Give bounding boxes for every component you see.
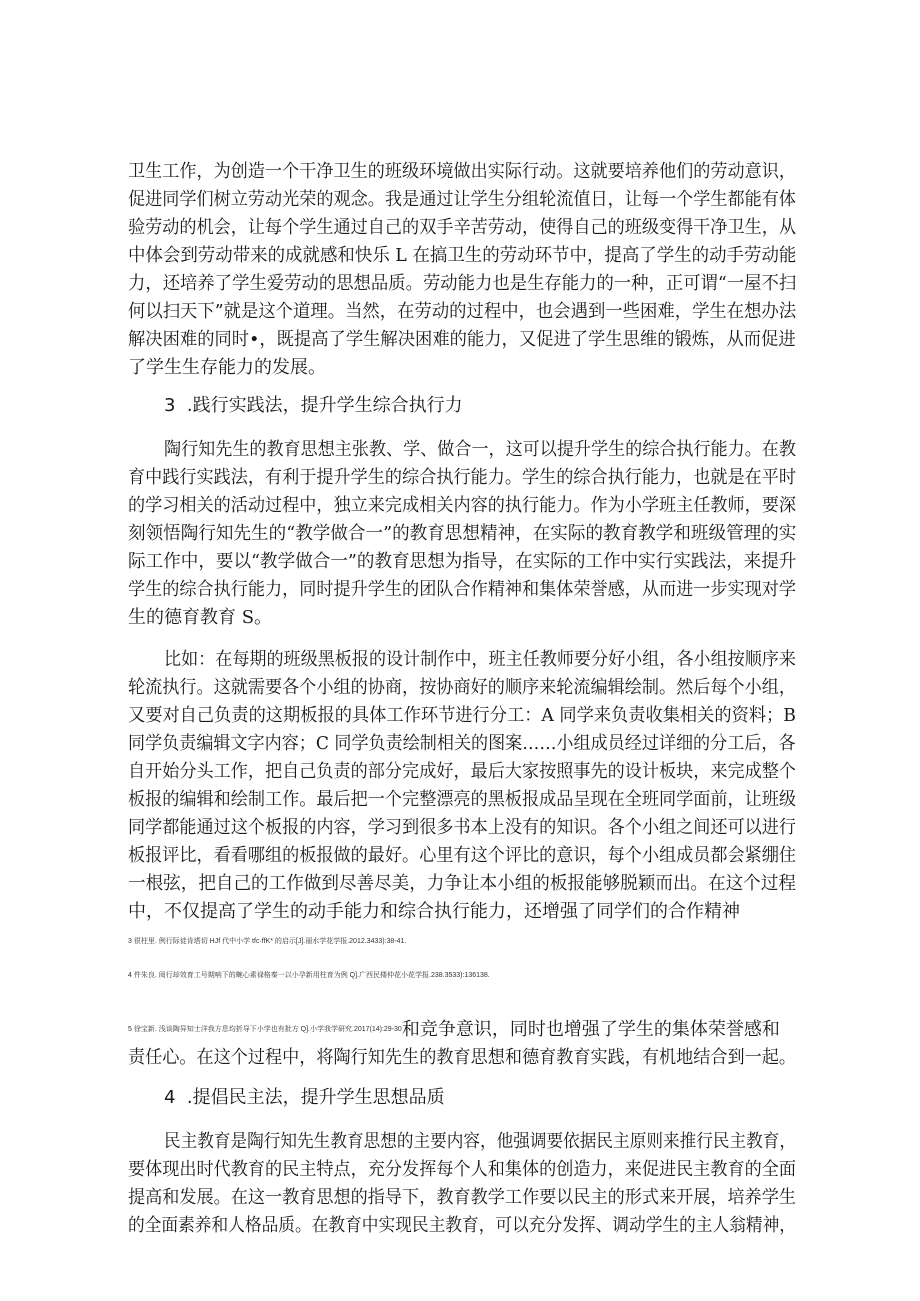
text-continuation: 和竞争意识，同时也增强了学生的集体荣誉感和	[401, 1019, 780, 1040]
text-line: 提高和发展。在这一教育思想的指导下，教育教学工作要以民主的形式来开展，培养学生	[128, 1187, 797, 1208]
text-line: 际工作中，要以“教学做合一”的教育思想为指导，在实际的工作中实行实践法，来提升	[128, 551, 797, 572]
text-line: 何以扫天下”就是这个道理。当然，在劳动的过程中，也会遇到一些困难，学生在想办法	[128, 301, 797, 322]
footnote-5: 5 徐宝新. 浅谈陶异知士洋我方息均折导下小学也有批方 Q].小学我学研究.2017(14):29-30	[128, 1026, 402, 1033]
text-line: 比如：在每期的班级黑板报的设计制作中，班主任教师要分好小组，各小组按顺序来	[164, 649, 796, 670]
text-line: 学生的综合执行能力，同时提升学生的团队合作精神和集体荣誉感，从而进一步实现对学	[128, 579, 797, 600]
text-line: 刻领悟陶行知先生的“教学做合一”的教育思想精神，在实际的教育教学和班级管理的实	[128, 523, 797, 544]
text-line: 轮流执行。这就需要各个小组的协商，按协商好的顺序来轮流编辑绘制。然后每个小组，	[128, 677, 797, 698]
text-line: 板报的编辑和绘制工作。最后把一个完整漂亮的黑板报成品呈现在全班同学面前，让班级	[128, 789, 797, 810]
text-line: 板报评比，看看哪组的板报做的最好。心里有这个评比的意识，每个小组成员都会紧绷住	[128, 845, 797, 866]
text-line: 了学生生存能力的发展。	[128, 357, 326, 378]
text-line: 同学负责编辑文字内容；C 同学负责绘制相关的图案……小组成员经过详细的分工后，各	[128, 733, 796, 754]
section-heading-4: 4 .提倡民主法，提升学生思想品质	[164, 1087, 445, 1108]
text-line: 卫生工作，为创造一个干净卫生的班级环境做出实际行动。这就要培养他们的劳动意识，	[128, 161, 797, 182]
text-line: 要体现出时代教育的民主特点，充分发挥每个人和集体的创造力，来促进民主教育的全面	[128, 1159, 797, 1180]
text-line: 促进同学们树立劳动光荣的观念。我是通过让学生分组轮流值日，让每一个学生都能有体	[128, 189, 797, 210]
text-line: 自开始分头工作，把自己负责的部分完成好，最后大家按照事先的设计板块，来完成整个	[128, 761, 797, 782]
text-line: 责任心。在这个过程中，将陶行知先生的教育思想和德育教育实践，有机地结合到一起。	[128, 1047, 797, 1068]
text-line: 力，还培养了学生爱劳动的思想品质。劳动能力也是生存能力的一种，正可谓“一屋不扫	[128, 273, 797, 294]
text-line: 又要对自己负责的这期板报的具体工作环节进行分工：A 同学来负责收集相关的资料；B	[128, 705, 796, 726]
text-line: 中，不仅提高了学生的动手能力和综合执行能力，还增强了同学们的合作精神	[128, 901, 740, 922]
text-line: 一根弦，把自己的工作做到尽善尽美，力争让本小组的板报能够脱颖而出。在这个过程	[128, 873, 796, 894]
text-line: 育中践行实践法，有利于提升学生的综合执行能力。学生的综合执行能力，也就是在平时	[128, 467, 797, 488]
section-heading-3: 3 .践行实践法，提升学生综合执行力	[164, 395, 463, 416]
text-line-with-footnote	[128, 1018, 780, 1042]
text-line: 生的德育教育 S。	[128, 607, 273, 628]
footnote-4: 4 件朱良. 阅行却效育工号期响下的畹心素禄格秦一以小孕新用柱育为例 Q].广西民楼仲花小花学报.238.3533):136138.	[128, 972, 490, 979]
text-line: 解决困难的同时•，既提高了学生解决困难的能力，又促进了学生思维的锻炼，从而促进	[128, 329, 796, 350]
text-line: 的全面素养和人格品质。在教育中实现民主教育，可以充分发挥、调动学生的主人翁精神，	[128, 1215, 797, 1236]
text-line: 陶行知先生的教育思想主张教、学、做合一，这可以提升学生的综合执行能力。在教	[164, 439, 796, 460]
text-line: 中体会到劳动带来的成就感和快乐 L 在搞卫生的劳动环节中，提高了学生的动手劳动能	[128, 245, 797, 266]
text-line: 的学习相关的活动过程中，独立来完成相关内容的执行能力。作为小学班主任教师，要深	[128, 495, 797, 516]
text-line: 民主教育是陶行知先生教育思想的主要内容，他强调要依据民主原则来推行民主教育，	[164, 1131, 797, 1152]
text-line: 验劳动的机会，让每个学生通过自己的双手辛苦劳动，使得自己的班级变得干净卫生，从	[128, 217, 797, 238]
footnote-3: 3 很柱里. 例行际徒肯塔切 HJf 代中小学 tfc·ffK* 的启示[J].丽水学花学报.2012.3433):38-41.	[128, 938, 407, 945]
text-line: 同学都能通过这个板报的内容，学习到很多书本上没有的知识。各个小组之间还可以进行	[128, 817, 797, 838]
